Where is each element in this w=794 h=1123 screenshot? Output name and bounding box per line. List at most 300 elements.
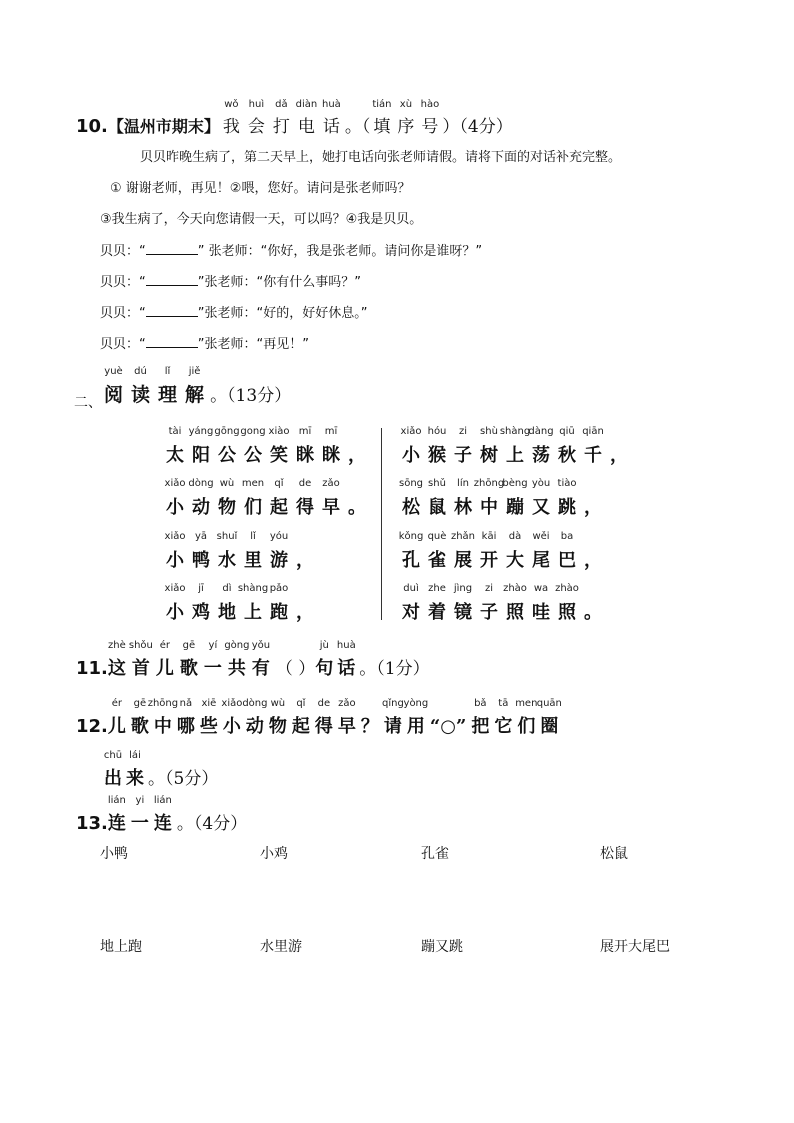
match-action-4[interactable]: 展开大尾巴 [600, 939, 670, 955]
ruby-char [402, 583, 420, 624]
hanzi: 得 [296, 497, 314, 518]
hanzi: 猴 [428, 445, 446, 466]
ruby-char [268, 426, 290, 467]
ruby-char [296, 546, 314, 572]
pinyin: zhōng [473, 478, 505, 489]
pinyin: lǐ [250, 531, 256, 542]
pinyin: mī [298, 426, 312, 437]
poem-line [164, 583, 322, 624]
hanzi: 哇 [532, 602, 550, 623]
ruby-char [155, 640, 174, 680]
pinyin: dì [222, 583, 232, 594]
pinyin: bèng [502, 478, 528, 489]
hanzi: 小 [402, 445, 420, 466]
hanzi: 孔 [402, 550, 420, 571]
pinyin: wǒ [224, 99, 239, 110]
hanzi: 林 [454, 497, 472, 518]
hanzi: 号 [421, 117, 439, 137]
question-number: 13. [76, 813, 108, 834]
ruby-char [218, 478, 236, 519]
poem-line [164, 478, 374, 519]
poem-line [402, 583, 610, 624]
dialogue-reply: ”张老师：“再见！” [197, 337, 309, 352]
pinyin: zǎo [322, 478, 340, 489]
ruby-char [203, 640, 222, 680]
ruby-char [454, 426, 472, 467]
pinyin: dǎ [275, 99, 288, 110]
ruby-char [454, 478, 472, 519]
question-11 [76, 640, 430, 680]
pinyin: diàn [295, 99, 318, 110]
pinyin: zi [458, 426, 468, 437]
ruby-char [361, 712, 379, 738]
answer-blank[interactable] [146, 304, 198, 317]
ruby-char [129, 366, 152, 407]
ruby-char [348, 441, 366, 467]
match-action-3[interactable]: 蹦又跳 [421, 939, 463, 955]
ruby-char [296, 598, 314, 624]
ruby-char [336, 640, 356, 680]
hanzi: 歌 [130, 716, 149, 737]
ruby-char [480, 531, 498, 572]
question-12-line-2 [103, 750, 219, 790]
hanzi: 雀 [428, 550, 446, 571]
hanzi: 动 [245, 716, 264, 737]
dialogue-speaker: 贝贝：“ [100, 275, 146, 290]
title-punct: 。（ [344, 117, 371, 137]
dialogue-reply: ”张老师：“好的，好好休息。” [197, 306, 368, 321]
pinyin: huà [322, 99, 341, 110]
pinyin: yòng [403, 698, 429, 709]
ruby-char [130, 698, 149, 738]
pinyin: pǎo [269, 583, 289, 594]
hanzi: 歌 [179, 658, 198, 679]
pinyin: lián [153, 795, 172, 806]
ruby-char [270, 99, 293, 137]
pinyin: yǒu [251, 640, 271, 651]
dialogue-line-4 [100, 333, 309, 352]
hanzi: 们 [517, 716, 536, 737]
question-number: 11. [76, 658, 108, 679]
match-animal-1[interactable]: 小鸭 [100, 846, 128, 862]
hanzi: 又 [532, 497, 550, 518]
pinyin: zhè [108, 640, 126, 651]
question-score: 。（1分） [359, 659, 430, 679]
hanzi: 中 [153, 716, 172, 737]
ruby-char [296, 426, 314, 467]
ruby-char [502, 478, 528, 519]
pinyin: xiē [201, 698, 217, 709]
hanzi: 。 [348, 497, 366, 518]
pinyin: ér [159, 640, 171, 651]
pinyin: yā [194, 531, 208, 542]
ruby-char [164, 478, 186, 519]
ruby-char [107, 795, 126, 835]
pinyin: xiǎo [164, 583, 186, 594]
hanzi: 话 [337, 658, 356, 679]
hanzi: ， [584, 550, 602, 571]
hanzi: 得 [314, 716, 333, 737]
pinyin: jìng [453, 583, 473, 594]
ruby-char [584, 493, 602, 519]
ruby-char [128, 640, 153, 680]
pinyin: dà [508, 531, 522, 542]
ruby-char [450, 531, 476, 572]
ruby-char [214, 426, 240, 467]
poem-line [400, 426, 636, 467]
poem-line [164, 531, 322, 572]
ruby-char [315, 640, 334, 680]
hanzi: 儿 [155, 658, 174, 679]
hanzi: 荡 [532, 445, 550, 466]
hanzi: 阅 [104, 384, 124, 406]
hanzi: 上 [506, 445, 524, 466]
pinyin: shàng [237, 583, 269, 594]
hanzi: 小 [166, 550, 184, 571]
match-animal-2[interactable]: 小鸡 [260, 846, 288, 862]
ruby-char [237, 583, 269, 624]
pinyin: yáng [188, 426, 214, 437]
pinyin: gòng [224, 640, 250, 651]
hanzi: 物 [218, 497, 236, 518]
hanzi: 展 [454, 550, 472, 571]
ruby-char [348, 493, 366, 519]
ruby-char [398, 531, 424, 572]
pinyin: què [427, 531, 447, 542]
hanzi: 千 [584, 445, 602, 466]
pinyin: de [317, 698, 331, 709]
ruby-char [188, 426, 214, 467]
answer-paren[interactable]: （ ） [275, 659, 316, 679]
hanzi: 早 [322, 497, 340, 518]
pinyin: yóu [269, 531, 289, 542]
ruby-char [503, 583, 527, 624]
question-score: 。（4分） [176, 814, 248, 834]
hanzi: 读 [131, 384, 151, 406]
dialogue-speaker: 贝贝：“ [100, 244, 146, 259]
section-title-ruby [102, 366, 210, 406]
ruby-char [610, 441, 628, 467]
hanzi: 连 [107, 813, 126, 834]
pinyin: dàng [528, 426, 554, 437]
hanzi: 小 [166, 602, 184, 623]
section-score: 。（13分） [210, 386, 292, 406]
pinyin: qiān [582, 426, 604, 437]
ruby-char [584, 546, 602, 572]
ruby-char [192, 531, 210, 572]
hanzi: 圈 [540, 716, 559, 737]
ruby-char [494, 698, 513, 738]
hanzi: 用 [406, 716, 425, 737]
pinyin: zhe [428, 583, 446, 594]
hanzi: 中 [480, 497, 498, 518]
ruby-char [270, 478, 288, 519]
pinyin: qǐng [381, 698, 404, 709]
hanzi: 照 [506, 602, 524, 623]
hanzi: 有 [251, 658, 270, 679]
pinyin: ér [111, 698, 123, 709]
hanzi: 共 [227, 658, 246, 679]
ruby-char [480, 583, 498, 624]
pinyin: gē [182, 640, 196, 651]
answer-blank[interactable] [146, 242, 198, 255]
hanzi: 来 [126, 768, 144, 789]
ruby-char [130, 795, 149, 835]
match-animal-4[interactable]: 松鼠 [600, 846, 628, 862]
question-number: 10. [76, 116, 108, 137]
ruby-char [558, 426, 576, 467]
pinyin: wù [219, 478, 235, 489]
hanzi: ， [296, 550, 314, 571]
pinyin: qǐ [274, 478, 284, 489]
ruby-char [473, 478, 505, 519]
question-text-ruby [315, 640, 359, 679]
pinyin: zhōng [147, 698, 179, 709]
hanzi: 连 [153, 813, 172, 834]
question-source-tag: 【温州市期末】 [107, 117, 220, 136]
poem-line [398, 478, 610, 519]
pinyin: tián [372, 99, 392, 110]
question-text-ruby [107, 795, 177, 834]
hanzi: 跳 [558, 497, 576, 518]
ruby-char [428, 478, 446, 519]
ruby-char [515, 698, 538, 738]
pinyin: shǔ [428, 478, 446, 489]
pinyin: xiào [268, 426, 290, 437]
pinyin: men [241, 478, 265, 489]
pinyin: qiū [559, 426, 575, 437]
match-animal-3[interactable]: 孔雀 [421, 846, 449, 862]
pinyin: hào [420, 99, 440, 110]
pinyin: gong [240, 426, 266, 437]
question-intro: 贝贝昨晚生病了，第二天早上，她打电话向张老师请假。请将下面的对话补充完整。 [140, 150, 622, 165]
hanzi: 小 [222, 716, 241, 737]
match-action-1[interactable]: 地上跑 [100, 939, 142, 955]
hanzi: 句 [315, 658, 334, 679]
ruby-char [164, 583, 186, 624]
hanzi: 里 [244, 550, 262, 571]
pinyin: zi [484, 583, 494, 594]
pinyin: yi [135, 795, 145, 806]
pinyin: lái [129, 750, 141, 761]
ruby-char [107, 640, 126, 680]
pinyin: dòng [188, 478, 214, 489]
poem-line [398, 531, 610, 572]
hanzi: 地 [218, 602, 236, 623]
hanzi: 尾 [532, 550, 550, 571]
options-line-1: ① 谢谢老师，再见！②喂，您好。请问是张老师吗？ [110, 181, 411, 196]
ruby-char [582, 426, 604, 467]
pinyin: shù [480, 426, 498, 437]
ruby-char [179, 640, 198, 680]
pinyin: bǎ [474, 698, 487, 709]
pinyin: duì [403, 583, 419, 594]
question-text-ruby [107, 698, 563, 737]
options-line-2: ③我生病了，今天向您请假一天，可以吗？④我是贝贝。 [100, 212, 423, 227]
pinyin: qǐ [296, 698, 306, 709]
hanzi: 这 [107, 658, 126, 679]
ruby-char [403, 698, 429, 738]
ruby-char [428, 583, 446, 624]
ruby-char [418, 99, 441, 137]
hanzi: 公 [244, 445, 262, 466]
hanzi: 鼠 [428, 497, 446, 518]
question-text-ruby [107, 640, 276, 679]
ruby-char [220, 99, 243, 137]
ruby-char [322, 426, 340, 467]
answer-blank[interactable] [146, 273, 198, 286]
pinyin: kǒng [398, 531, 424, 542]
ruby-char [400, 426, 422, 467]
hanzi: 公 [218, 445, 236, 466]
pinyin: lián [107, 795, 126, 806]
ruby-char [153, 795, 172, 835]
ruby-char [245, 99, 268, 137]
ruby-char [295, 99, 318, 137]
hanzi: 动 [192, 497, 210, 518]
pinyin: jù [319, 640, 329, 651]
hanzi: 把 [471, 716, 490, 737]
ruby-char [291, 698, 310, 738]
pinyin: xiǎo [164, 531, 186, 542]
hanzi: 鸭 [192, 550, 210, 571]
pinyin: men [515, 698, 538, 709]
hanzi: ， [584, 497, 602, 518]
pinyin: ba [560, 531, 574, 542]
hanzi: 首 [131, 658, 150, 679]
question-13 [76, 795, 248, 835]
hanzi: 起 [291, 716, 310, 737]
hanzi: 开 [480, 550, 498, 571]
pinyin: zǎo [338, 698, 356, 709]
ruby-char [499, 426, 531, 467]
ruby-char [224, 640, 250, 680]
question-12 [76, 698, 563, 738]
pinyin: chū [103, 750, 123, 761]
match-action-2[interactable]: 水里游 [260, 939, 302, 955]
ruby-char [147, 698, 179, 738]
dialogue-line-2 [100, 271, 361, 290]
pinyin: tā [498, 698, 509, 709]
ruby-char [251, 640, 271, 680]
hanzi: “○” [429, 716, 467, 737]
ruby-char [176, 698, 195, 738]
pinyin: zhào [555, 583, 579, 594]
hanzi: 些 [199, 716, 218, 737]
ruby-char [557, 478, 577, 519]
hanzi: 我 [222, 117, 240, 137]
hanzi: ， [296, 602, 314, 623]
ruby-char [381, 698, 404, 738]
ruby-char [453, 583, 473, 624]
hanzi: 大 [506, 550, 524, 571]
ruby-char [103, 750, 123, 790]
ruby-char [296, 478, 314, 519]
ruby-char [241, 478, 265, 519]
pinyin: dòng [242, 698, 268, 709]
hanzi: 秋 [558, 445, 576, 466]
ruby-char [394, 99, 417, 137]
answer-blank[interactable] [146, 335, 198, 348]
hanzi: ， [610, 445, 628, 466]
hanzi: ， [348, 445, 366, 466]
hanzi: 它 [494, 716, 513, 737]
pinyin: lǐ [164, 366, 171, 377]
ruby-char [126, 750, 144, 790]
ruby-char [268, 698, 287, 738]
ruby-char [240, 426, 266, 467]
hanzi: 树 [480, 445, 498, 466]
dialogue-line-3 [100, 302, 367, 321]
poem-line [166, 426, 374, 467]
dialogue-line-1 [100, 240, 482, 259]
hanzi: 请 [383, 716, 402, 737]
hanzi: 解 [185, 384, 205, 406]
hanzi: 理 [158, 384, 178, 406]
ruby-char [506, 531, 524, 572]
pinyin: quān [536, 698, 562, 709]
hanzi: 序 [397, 117, 415, 137]
hanzi: 打 [272, 117, 290, 137]
pinyin: wù [270, 698, 286, 709]
ruby-char [398, 478, 424, 519]
ruby-char [427, 426, 447, 467]
pinyin: zhào [503, 583, 527, 594]
hanzi: 出 [104, 768, 122, 789]
dialogue-speaker: 贝贝：“ [100, 306, 146, 321]
question-score: ）（4分） [442, 117, 513, 137]
hanzi: 早 [337, 716, 356, 737]
hanzi: 着 [428, 602, 446, 623]
hanzi: 水 [218, 550, 236, 571]
ruby-char [427, 531, 447, 572]
hanzi: 物 [268, 716, 287, 737]
ruby-char [221, 698, 243, 738]
hanzi: 子 [480, 602, 498, 623]
pinyin: huì [248, 99, 265, 110]
hanzi: 对 [402, 602, 420, 623]
hanzi: 话 [322, 117, 340, 137]
pinyin: lín [457, 478, 469, 489]
ruby-char [528, 426, 554, 467]
ruby-char [166, 426, 184, 467]
ruby-char [199, 698, 218, 738]
ruby-char [370, 99, 393, 137]
hanzi: 阳 [192, 445, 210, 466]
ruby-char [269, 583, 289, 624]
instruction-ruby [370, 99, 442, 137]
question-title-ruby [220, 99, 345, 137]
pinyin: sōng [398, 478, 424, 489]
pinyin: xù [399, 99, 413, 110]
hanzi: 一 [203, 658, 222, 679]
pinyin: shuǐ [216, 531, 238, 542]
hanzi: 填 [373, 117, 391, 137]
ruby-char [269, 531, 289, 572]
ruby-char [107, 698, 126, 738]
pinyin: jiě [188, 366, 201, 377]
pinyin: tài [168, 426, 182, 437]
hanzi: 儿 [107, 716, 126, 737]
hanzi: 鸡 [192, 602, 210, 623]
ruby-char [584, 598, 602, 624]
ruby-char [337, 698, 356, 738]
pinyin: wa [533, 583, 549, 594]
pinyin: yuè [104, 366, 123, 377]
question-score: 。（5分） [148, 769, 219, 789]
section-number: 二、 [74, 395, 102, 411]
hanzi: 子 [454, 445, 472, 466]
